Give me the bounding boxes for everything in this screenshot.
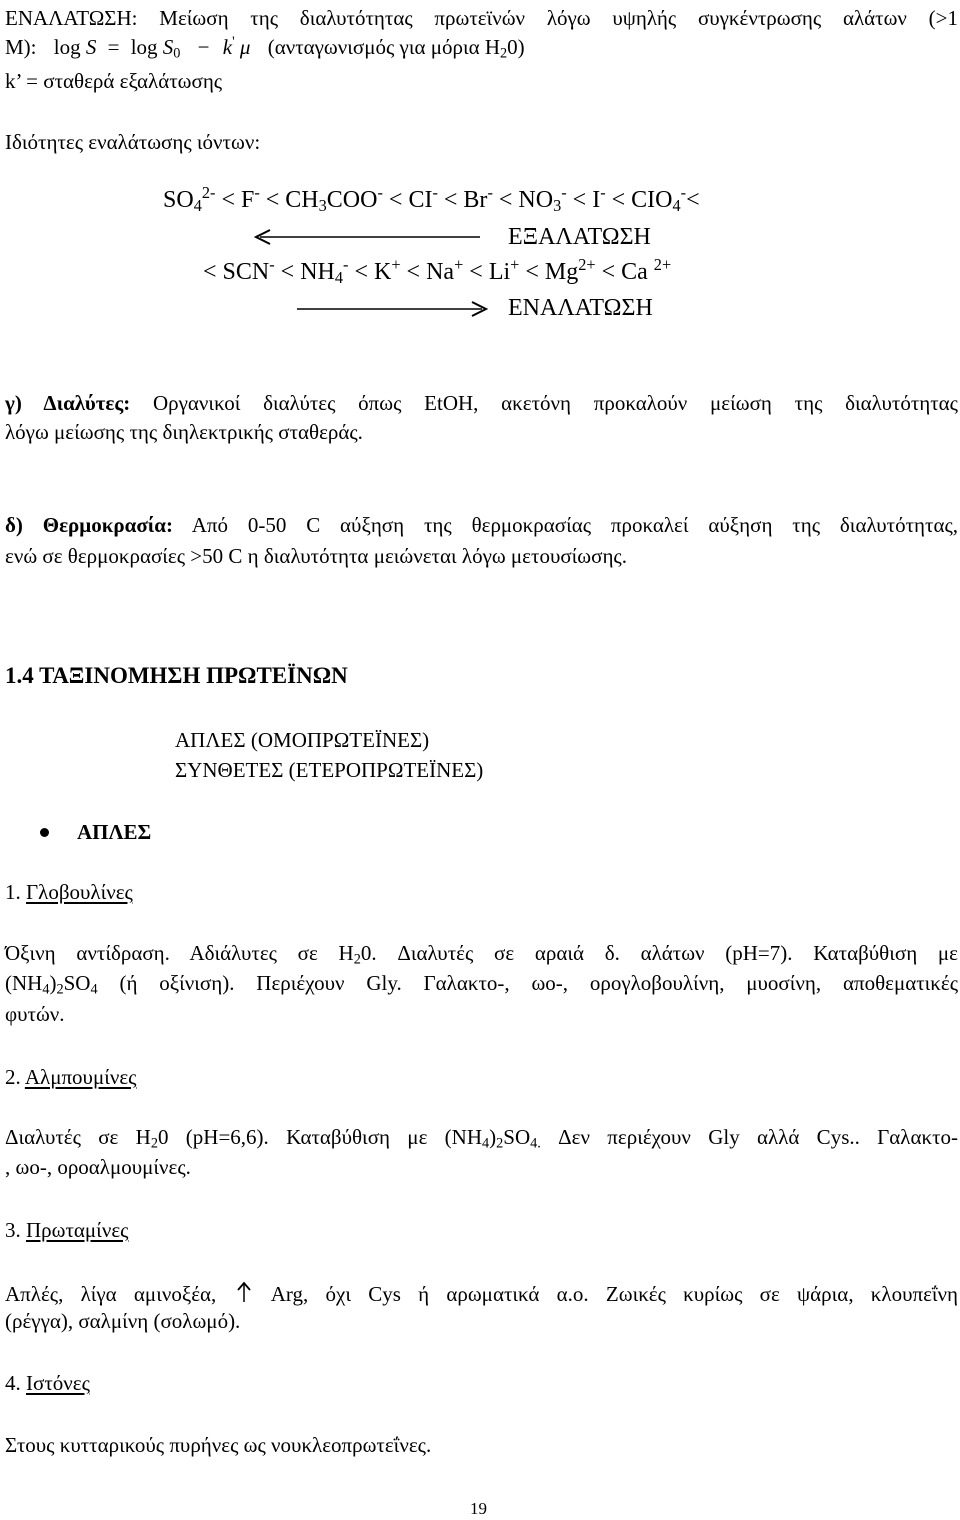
globulins-paragraph-line2: $(NH_4)_2SO_4$ (ή οξίνιση). Περιέχουν Gly. Γαλακτο-, ωο-, ορογλοβουλίνη, μυοσίνη, αποθεματικές [5,971,959,998]
ion-text: < CI [382,187,433,213]
superscript: - [432,183,438,203]
histones-paragraph-line1: Στους κυτταρικούς πυρήνες ως νουκλεοπρωτεΐνες. [5,1433,432,1457]
superscript: + [454,255,464,275]
superscript: + [391,255,401,275]
superscript: 2+ [653,255,672,275]
bullet-icon [40,828,49,837]
ion-text: SO [163,187,194,213]
superscript: 2+ [578,255,596,275]
superscript: - [600,183,606,203]
temperature-paragraph-line1: δ) Θερμοκρασία: Από 0-50 C αύξηση της θερμοκρασίας προκαλεί αύξηση της διαλυτότητας, [5,513,959,537]
globulins-heading: 1. Γλοβουλίνες [5,880,133,904]
protein-class-conjugated: ΣΥΝΘΕΤΕΣ (ΕΤΕΡΟΠΡΩΤΕΪΝΕΣ) [175,758,484,782]
albumins-paragraph-line1: Διαλυτές σε $H_20$ (pH=6,6). Καταβύθιση με $(NH_4)_2SO_{4.}$ Δεν περιέχουν Gly αλλά Cys.. Γαλακτο- [5,1125,959,1152]
salting-out-label: ΕΝΑΛΑΤΩΣΗ [508,295,653,321]
simple-proteins-heading: ΑΠΛΕΣ [77,820,152,844]
ion-text: < NH [274,259,335,285]
ion-text: COO [326,187,378,213]
albumins-paragraph-line2: , ωο-, οροαλμουμίνες. [5,1155,191,1179]
subscript: 3 [318,196,327,216]
ion-text: < Mg [519,259,579,285]
superscript: - [680,183,687,203]
temperature-paragraph-line2: ενώ σε θερμοκρασίες >50 C η διαλυτότητα μειώνεται λόγω μετουσίωσης. [5,544,628,568]
ion-series-row-1 [163,183,700,216]
solvents-paragraph-line1: γ) Διαλύτες: Οργανικοί διαλύτες όπως EtOH, ακετόνη προκαλούν μείωση της διαλυτότητας [5,391,959,415]
ion-series-row-2 [203,255,672,288]
ion-text: < [686,187,700,213]
subscript: 4 [334,268,344,288]
protamines-paragraph-line2: (ρέγγα), σαλμίνη (σολωμό). [5,1309,241,1333]
ion-text: < Na [400,259,455,285]
salting-out-definition-line1: ΕΝΑΛΑΤΩΣΗ: Μείωση της διαλυτότητας πρωτεϊνών λόγω υψηλής συγκέντρωσης αλάτων (>1 [5,6,958,30]
superscript: 2- [201,183,216,203]
ion-text: < I [566,187,601,213]
salting-in-arrow-left-icon [250,228,490,248]
page-number: 19 [470,1499,487,1518]
ion-text: < K [348,259,392,285]
solvents-paragraph-line2: λόγω μείωσης της διηλεκτρικής σταθεράς. [5,420,363,444]
ion-text: < SCN [203,259,270,285]
subscript: 4 [672,196,681,216]
superscript: - [254,183,260,203]
ion-text: < Br [437,187,488,213]
arrow-up-icon [234,1281,254,1303]
subscript: 4 [193,196,202,216]
salting-out-equation-line: Μ): $\log S = \log S_0 - k'$ μ (ανταγωνισμός για μόρια $H_20$) [5,34,525,62]
ion-text: < CIO [605,187,673,213]
histones-heading: 4. Ιστόνες [5,1371,90,1395]
ion-text: < Ca [595,259,654,285]
protamines-heading: 3. Πρωταμίνες [5,1218,129,1242]
section-title: 1.4 ΤΑΞΙΝΟΜΗΣΗ ΠΡΩΤΕΪΝΩΝ [5,663,348,688]
ion-text: < F [215,187,255,213]
superscript: - [343,255,349,275]
superscript: - [487,183,493,203]
salting-out-constant-line: k’ = σταθερά εξαλάτωσης [5,69,223,93]
protamines-paragraph-line1: Απλές, λίγα αμινοξέα, Arg, όχι Cys ή αρωματικά α.ο. Ζωικές κυρίως σε ψάρια, κλουπεΐνη [5,1282,959,1306]
ion-text: < CH [259,187,319,213]
salting-out-arrow-right-icon [292,300,492,320]
ion-text: < NO [492,187,554,213]
salting-in-label: ΕΞΑΛΑΤΩΣΗ [508,224,651,250]
globulins-paragraph-line1: Όξινη αντίδραση. Αδιάλυτες σε $H_20$. Διαλυτές σε αραιά δ. αλάτων (pH=7). Καταβύθιση με [5,941,958,968]
superscript: - [377,183,383,203]
superscript: - [561,183,567,203]
ion-text: < Li [463,259,511,285]
ion-series-intro: Ιδιότητες εναλάτωσης ιόντων: [5,130,261,154]
protein-class-simple: ΑΠΛΕΣ (ΟΜΟΠΡΩΤΕΪΝΕΣ) [175,728,430,752]
superscript: - [269,255,275,275]
subscript: 3 [553,196,562,216]
superscript: + [510,255,520,275]
globulins-paragraph-line3: φυτών. [5,1002,65,1026]
albumins-heading: 2. Αλμπουμίνες [5,1065,137,1089]
